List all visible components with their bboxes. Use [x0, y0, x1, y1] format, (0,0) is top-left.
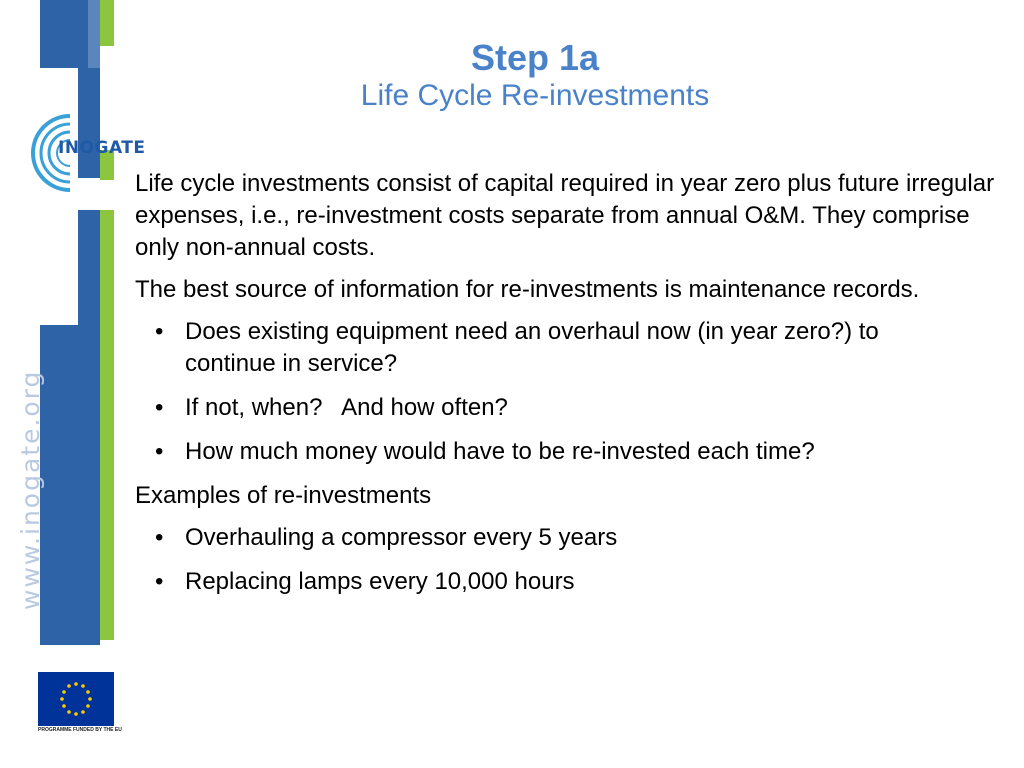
eu-stars-icon [38, 672, 114, 726]
bullet-icon: • [155, 318, 164, 345]
list-item-text: How much money would have to be re-invested each time? [185, 438, 815, 465]
slide-title [180, 38, 890, 114]
list-item-text: If not, when? And how often? [185, 394, 508, 421]
logo-text: INOGATE [58, 138, 146, 158]
bullet-icon: • [155, 568, 164, 595]
list-item-text: Does existing equipment need an overhaul now (in year zero?) to continue in service? [185, 318, 879, 377]
bullet-icon: • [155, 394, 164, 421]
questions-list [135, 316, 995, 468]
paragraph-life-cycle: Life cycle investments consist of capital required in year zero plus future irregular expenses, i.e., re-investment costs separate from annual O&M. They comprise only non-annual costs. [135, 170, 995, 261]
paragraph-source: The best source of information for re-investments is maintenance records. [135, 276, 920, 303]
list-item [135, 436, 965, 468]
sidebar-bar [40, 325, 100, 645]
eu-caption: PROGRAMME FUNDED BY THE EU [38, 727, 122, 733]
website-url-vertical: www.inogate.org [16, 369, 45, 610]
sidebar-bar [100, 0, 114, 46]
title-step: Step 1a [470, 37, 600, 78]
examples-heading: Examples of re-investments [135, 482, 432, 509]
eu-flag [38, 672, 114, 726]
sidebar-bar [100, 210, 114, 640]
list-item-text: Overhauling a compressor every 5 years [185, 524, 618, 551]
list-item [135, 566, 995, 598]
list-item [135, 316, 965, 380]
bullet-icon: • [155, 438, 164, 465]
bullet-icon: • [155, 524, 164, 551]
sidebar-bar [78, 210, 100, 325]
list-item [135, 522, 995, 554]
slide-body [135, 168, 995, 610]
sidebar-bar [88, 0, 100, 68]
list-item-text: Replacing lamps every 10,000 hours [185, 568, 575, 595]
examples-list [135, 522, 995, 598]
sidebar-bar [40, 0, 88, 68]
list-item [135, 392, 965, 424]
title-subtitle: Life Cycle Re-investments [360, 79, 710, 112]
